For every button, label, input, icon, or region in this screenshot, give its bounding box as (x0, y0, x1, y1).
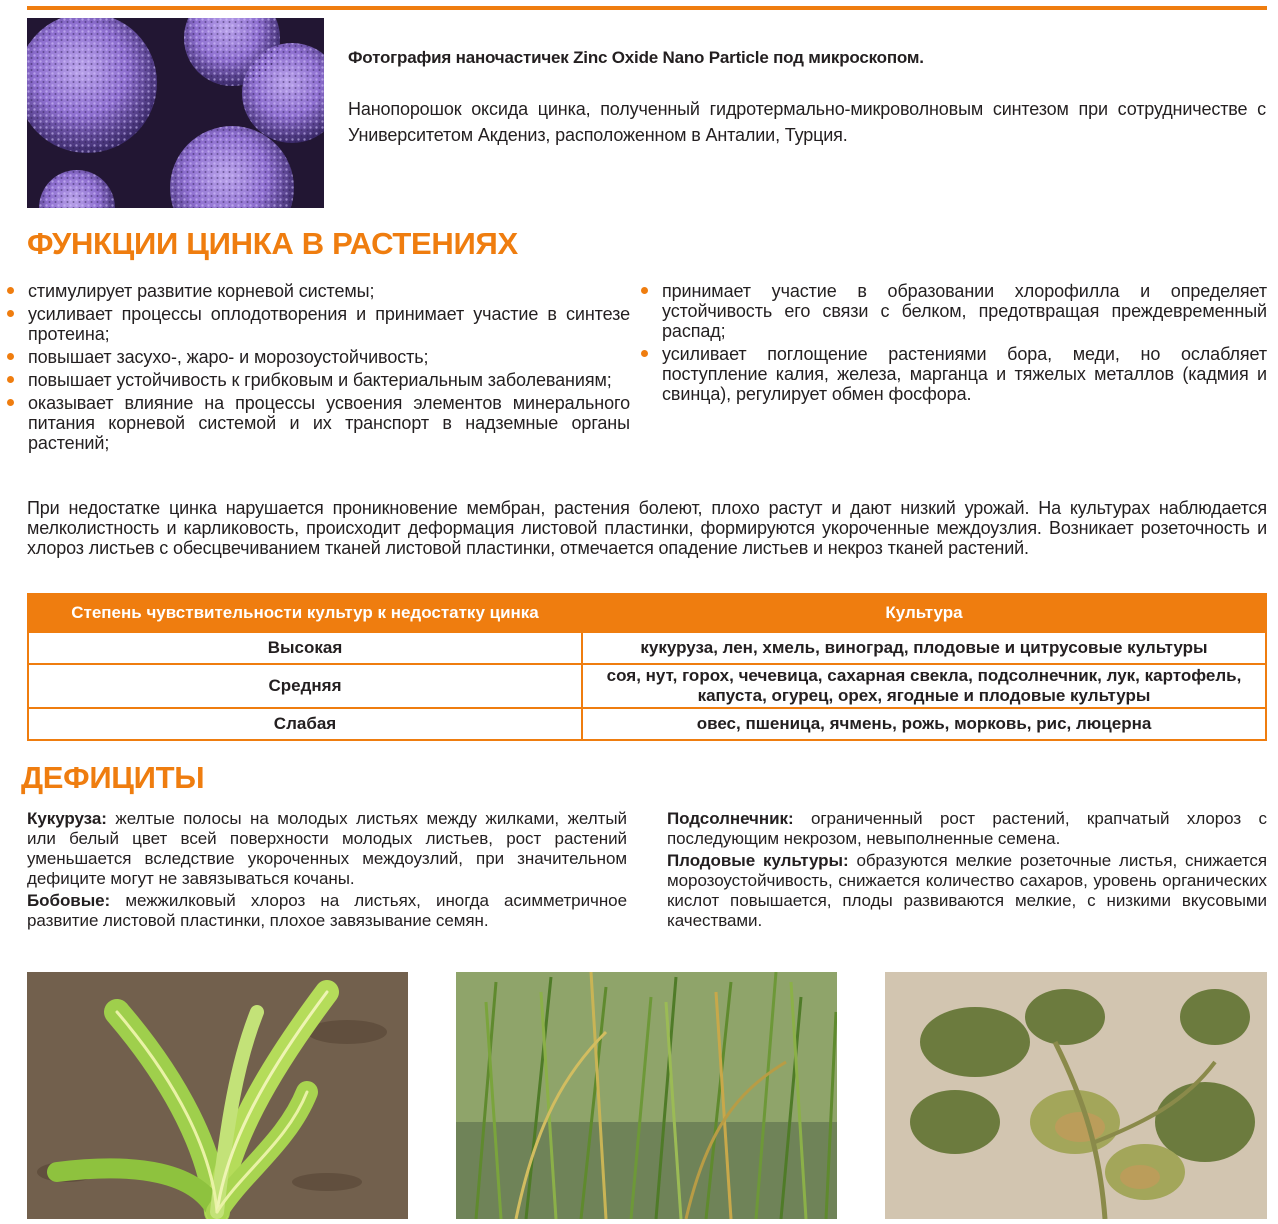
table-cell-crops: соя, нут, горох, чечевица, сахарная свекла, подсолнечник, лук, картофель, капуста, огурец, орех, ягодные и плодовые культуры (582, 664, 1266, 708)
deficits-right-column (667, 809, 1267, 933)
deficit-crop-name: Кукуруза: (27, 809, 107, 828)
micrograph-caption-title: Фотография наночастичек Zinc Oxide Nano Particle под микроскопом. (348, 48, 924, 67)
table-row (28, 708, 1266, 740)
table-cell-degree: Средняя (28, 664, 582, 708)
deficit-crop-name: Плодовые культуры: (667, 851, 849, 870)
deficit-item: Подсолнечник: ограниченный рост растений, крапчатый хлороз с последующим некрозом, невыполненные семена. (667, 809, 1267, 848)
functions-heading: ФУНКЦИИ ЦИНКА В РАСТЕНИЯХ (27, 226, 518, 261)
bullet-dot-icon (641, 287, 648, 294)
top-accent-line (27, 6, 1267, 10)
list-item: повышает устойчивость к грибковым и бактериальным заболеваниям; (0, 370, 630, 390)
deficits-left-column (27, 809, 627, 933)
soybean-deficiency-photo (885, 972, 1267, 1219)
bullet-dot-icon (7, 399, 14, 406)
sensitivity-table (27, 593, 1267, 741)
bullet-dot-icon (7, 353, 14, 360)
bullet-dot-icon (641, 350, 648, 357)
table-cell-crops: овес, пшеница, ячмень, рожь, морковь, рис, люцерна (582, 708, 1266, 740)
bullet-dot-icon (7, 376, 14, 383)
deficits-heading: ДЕФИЦИТЫ (21, 760, 205, 795)
deficit-crop-name: Подсолнечник: (667, 809, 794, 828)
functions-list-right (634, 281, 1267, 407)
nanoparticle-micrograph (27, 18, 324, 208)
deficit-item: Плодовые культуры: образуются мелкие розеточные листья, снижается морозоустойчивость, снижается количество сахаров, уровень органических кислот повышается, плоды развиваются мелкие, с низкими вкусовыми качествами. (667, 851, 1267, 930)
table-cell-degree: Высокая (28, 632, 582, 664)
deficit-crop-name: Бобовые: (27, 891, 111, 910)
deficit-item: Бобовые: межжилковый хлороз на листьях, иногда асимметричное развитие листовой пластинки, плохое завязывание семян. (27, 891, 627, 930)
table-header-degree: Степень чувствительности культур к недостатку цинка (28, 594, 582, 632)
corn-deficiency-photo (27, 972, 408, 1219)
list-item: усиливает процессы оплодотворения и принимает участие в синтезе протеина; (0, 304, 630, 344)
deficit-item: Кукуруза: желтые полосы на молодых листьях между жилками, желтый или белый цвет всей поверхности молодых листьев, рост растений уменьшается вследствие укороченных междоузлий, при значительном дефиците могут не завязываться кочаны. (27, 809, 627, 888)
bullet-dot-icon (7, 310, 14, 317)
table-row (28, 664, 1266, 708)
grain-deficiency-photo (456, 972, 837, 1219)
list-item: повышает засухо-, жаро- и морозоустойчивость; (0, 347, 630, 367)
list-item: оказывает влияние на процессы усвоения элементов минерального питания корневой системой и их транспорт в надземные органы растений; (0, 393, 630, 453)
list-item: принимает участие в образовании хлорофилла и определяет устойчивость его связи с белком, предотвращая преждевременный распад; (634, 281, 1267, 341)
table-row (28, 632, 1266, 664)
table-cell-degree: Слабая (28, 708, 582, 740)
bullet-dot-icon (7, 287, 14, 294)
table-header-row (28, 594, 1266, 632)
list-item: стимулирует развитие корневой системы; (0, 281, 630, 301)
list-item: усиливает поглощение растениями бора, меди, но ослабляет поступление калия, железа, марганца и тяжелых металлов (кадмия и свинца), регулирует обмен фосфора. (634, 344, 1267, 404)
deficiency-paragraph: При недостатке цинка нарушается проникновение мембран, растения болеют, плохо растут и дают низкий урожай. На культурах наблюдается мелколистность и карликовость, происходит деформация листовой пластинки, формируются укороченные междоузлия. Возникает розеточность и хлороз листьев с обесцвечиванием тканей листовой пластинки, отмечается опадение листьев и некроз тканей растений. (27, 498, 1267, 558)
micrograph-caption-text: Нанопорошок оксида цинка, полученный гидротермально-микроволновым синтезом при сотрудничестве с Университетом Акдениз, расположенном в Анталии, Турция. (348, 99, 1266, 145)
table-header-crop: Культура (582, 594, 1266, 632)
functions-list-left (0, 281, 630, 456)
table-cell-crops: кукуруза, лен, хмель, виноград, плодовые и цитрусовые культуры (582, 632, 1266, 664)
